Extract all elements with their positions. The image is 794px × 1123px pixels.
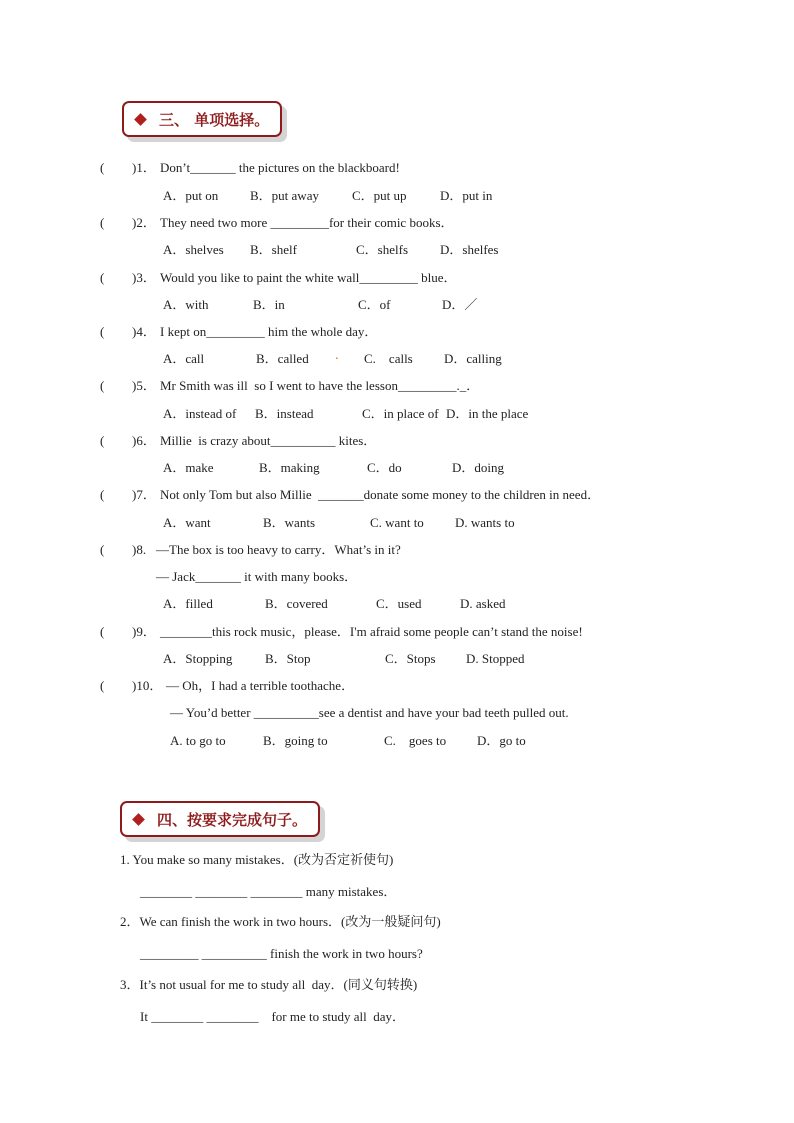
option-b: B．wants <box>263 515 316 530</box>
question-text: Don’t_______ the pictures on the blackboard! <box>160 160 400 175</box>
option-a: A．want <box>163 515 211 530</box>
question-number: )1． <box>132 160 156 175</box>
question-number: )6． <box>132 433 156 448</box>
question-text: Millie is crazy about__________ kites． <box>160 433 377 448</box>
answer-paren: ( <box>100 433 105 448</box>
question-number: )8. <box>132 542 147 557</box>
option-d: D．in the place <box>446 406 529 421</box>
question-number: )2． <box>132 215 156 230</box>
option-d: D．go to <box>477 733 526 748</box>
question-number: )5． <box>132 378 156 393</box>
answer-paren: ( <box>100 160 105 175</box>
option-d: D. Stopped <box>466 651 525 666</box>
answer-paren: ( <box>100 624 105 639</box>
diamond-bullet-icon <box>134 113 147 126</box>
question-number: )10． <box>132 678 163 693</box>
rewrite-answer-line: _________ __________ finish the work in two hours? <box>140 946 423 961</box>
option-b: B．in <box>253 297 285 312</box>
dot-mark-icon: . <box>335 348 339 363</box>
answer-paren: ( <box>100 270 105 285</box>
question-text: They need two more _________for their comic books． <box>160 215 454 230</box>
option-c: C．shelfs <box>356 242 409 257</box>
rewrite-prompt: 3．It’s not usual for me to study all day．(同义句转换) <box>120 977 418 992</box>
option-d: D．calling <box>444 351 502 366</box>
option-c: C．Stops <box>385 651 436 666</box>
section-title: 四、按要求完成句子。 <box>157 810 308 829</box>
option-c: C. goes to <box>384 733 447 748</box>
option-b: B．Stop <box>265 651 311 666</box>
option-b: B．called <box>256 351 309 366</box>
section-title: 三、 单项选择。 <box>159 110 270 129</box>
option-c: C. want to <box>370 515 424 530</box>
option-b: B．covered <box>265 596 328 611</box>
option-b: B．making <box>259 460 320 475</box>
answer-paren: ( <box>100 542 105 557</box>
question-number: )3． <box>132 270 156 285</box>
option-d: D. wants to <box>455 515 515 530</box>
answer-paren: ( <box>100 378 105 393</box>
option-d: D. asked <box>460 596 506 611</box>
option-c: C．do <box>367 460 402 475</box>
answer-paren: ( <box>100 215 105 230</box>
question-text: Would you like to paint the white wall_________ blue． <box>160 270 457 285</box>
rewrite-answer-line: ________ ________ ________ many mistakes． <box>140 884 397 899</box>
answer-paren: ( <box>100 487 105 502</box>
option-c: C. calls <box>364 351 413 366</box>
option-d: D．doing <box>452 460 505 475</box>
option-a: A．shelves <box>163 242 224 257</box>
question-text: — Oh，I had a terrible toothache． <box>166 678 355 693</box>
question-number: )9． <box>132 624 156 639</box>
question-text: Mr Smith was ill so I went to have the lesson_________._． <box>160 378 480 393</box>
question-number: )4． <box>132 324 156 339</box>
answer-paren: ( <box>100 324 105 339</box>
question-text-reply: — You’d better __________see a dentist and have your bad teeth pulled out. <box>170 705 569 720</box>
question-text: I kept on_________ him the whole day． <box>160 324 378 339</box>
option-a: A．put on <box>163 188 219 203</box>
rewrite-prompt: 1. You make so many mistakes．(改为否定祈使句) <box>120 852 394 867</box>
option-d: D．／ <box>442 297 478 312</box>
option-a: A．call <box>163 351 205 366</box>
option-a: A．Stopping <box>163 651 233 666</box>
option-d: D．shelfes <box>440 242 499 257</box>
option-b: B．instead <box>255 406 314 421</box>
section-header-3 <box>122 101 282 137</box>
option-c: C．of <box>358 297 391 312</box>
question-text-reply: — Jack_______ it with many books． <box>156 569 358 584</box>
option-c: C．in place of <box>362 406 439 421</box>
option-b: B．shelf <box>250 242 297 257</box>
diamond-bullet-icon <box>132 813 145 826</box>
option-a: A．make <box>163 460 214 475</box>
section-header-4 <box>120 801 320 837</box>
question-number: )7． <box>132 487 156 502</box>
option-c: C．put up <box>352 188 407 203</box>
option-b: B．put away <box>250 188 319 203</box>
answer-paren: ( <box>100 678 105 693</box>
option-d: D．put in <box>440 188 493 203</box>
option-a: A. to go to <box>170 733 226 748</box>
question-text: Not only Tom but also Millie _______donate some money to the children in need． <box>160 487 601 502</box>
option-a: A．instead of <box>163 406 237 421</box>
rewrite-prompt: 2．We can finish the work in two hours．(改为一般疑问句) <box>120 914 441 929</box>
question-text: ________this rock music，please．I'm afraid some people can’t stand the noise! <box>160 624 583 639</box>
rewrite-answer-line: It ________ ________ for me to study all day． <box>140 1009 406 1024</box>
option-c: C．used <box>376 596 422 611</box>
option-a: A．filled <box>163 596 213 611</box>
option-b: B．going to <box>263 733 328 748</box>
option-a: A．with <box>163 297 209 312</box>
question-text: —The box is too heavy to carry．What’s in it? <box>156 542 401 557</box>
